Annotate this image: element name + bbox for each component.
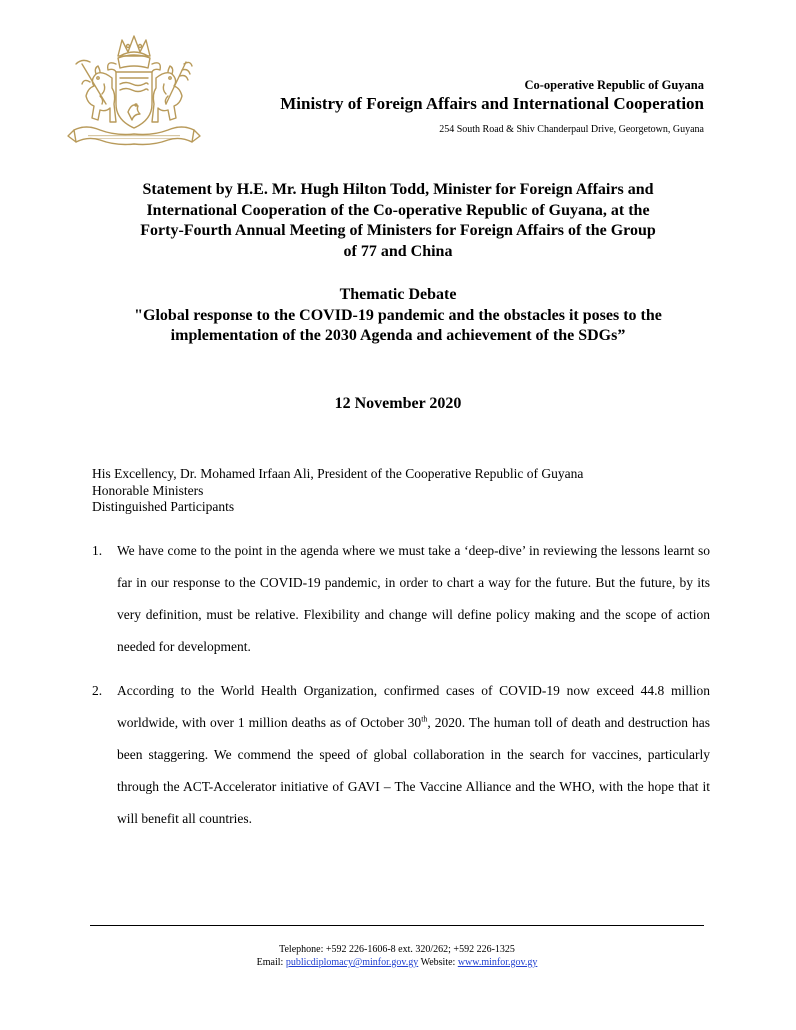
paragraph-text: [117, 675, 710, 835]
statement-title: [86, 180, 710, 262]
footer-telephone: Telephone: +592 226-1606-8 ext. 320/262; +592 226-1325: [279, 944, 515, 955]
letterhead-country: Co-operative Republic of Guyana: [524, 78, 704, 92]
footer-divider: [90, 925, 704, 926]
paragraph-1: [92, 535, 710, 663]
thematic-debate-heading: Thematic Debate: [339, 286, 457, 303]
website-label: Website:: [418, 957, 458, 968]
title-line: Forty-Fourth Annual Meeting of Ministers for Foreign Affairs of the Group: [140, 222, 656, 239]
letterhead: [280, 78, 704, 136]
title-line: International Cooperation of the Co-operative Republic of Guyana, at the: [146, 201, 650, 219]
ordinal-superscript: th: [421, 714, 428, 724]
paragraph-text-part: According to the World Health Organization, confirmed cases of COVID-19 now exceed 44.8 million worldwide, with over 1 million deaths as of October 30: [117, 683, 710, 730]
salutation-line: His Excellency, Dr. Mohamed Irfaan Ali, President of the Cooperative Republic of Guyana: [92, 466, 584, 481]
salutation-line: Distinguished Participants: [92, 499, 235, 514]
paragraph-number: 2.: [92, 683, 103, 698]
statement-date: 12 November 2020: [334, 395, 462, 412]
paragraph-2: [92, 675, 710, 835]
email-link[interactable]: publicdiplomacy@minfor.gov.gy: [285, 957, 419, 968]
paragraph-text-part: , 2020. The human toll of death and destruction has been staggering. We commend the speed of global collaboration in the search for vaccines, particularly through the ACT-Accelerator initiative of GAVI – The Vaccine Alliance and the WHO, with the hope that it will benefit all countries.: [117, 715, 710, 826]
email-label: Email:: [256, 957, 286, 968]
paragraph-number: 1.: [92, 543, 103, 558]
title-line: of 77 and China: [343, 242, 453, 260]
guyana-coat-of-arms-logo: [66, 34, 202, 150]
theme-line: implementation of the 2030 Agenda and achievement of the SDGs”: [170, 327, 626, 344]
paragraph-text: We have come to the point in the agenda where we must take a ‘deep-dive’ in reviewing the lessons learnt so far in our response to the COVID-19 pandemic, in order to chart a way for the future. But the future, by its very definition, must be relative. Flexibility and change will define policy making and the scope of action needed for development.: [117, 543, 710, 654]
footer: [90, 943, 704, 969]
theme-line: "Global response to the COVID-19 pandemic and the obstacles it poses to the: [134, 306, 662, 324]
thematic-debate-block: [86, 285, 710, 347]
title-line: Statement by H.E. Mr. Hugh Hilton Todd, Minister for Foreign Affairs and: [142, 181, 654, 198]
footer-contact-line: [90, 956, 704, 969]
letterhead-ministry: Ministry of Foreign Affairs and International Cooperation: [280, 94, 704, 113]
letterhead-address: 254 South Road & Shiv Chanderpaul Drive, Georgetown, Guyana: [439, 124, 704, 135]
salutation: [92, 466, 583, 516]
website-link[interactable]: www.minfor.gov.gy: [457, 957, 538, 968]
salutation-line: Honorable Ministers: [92, 482, 204, 498]
